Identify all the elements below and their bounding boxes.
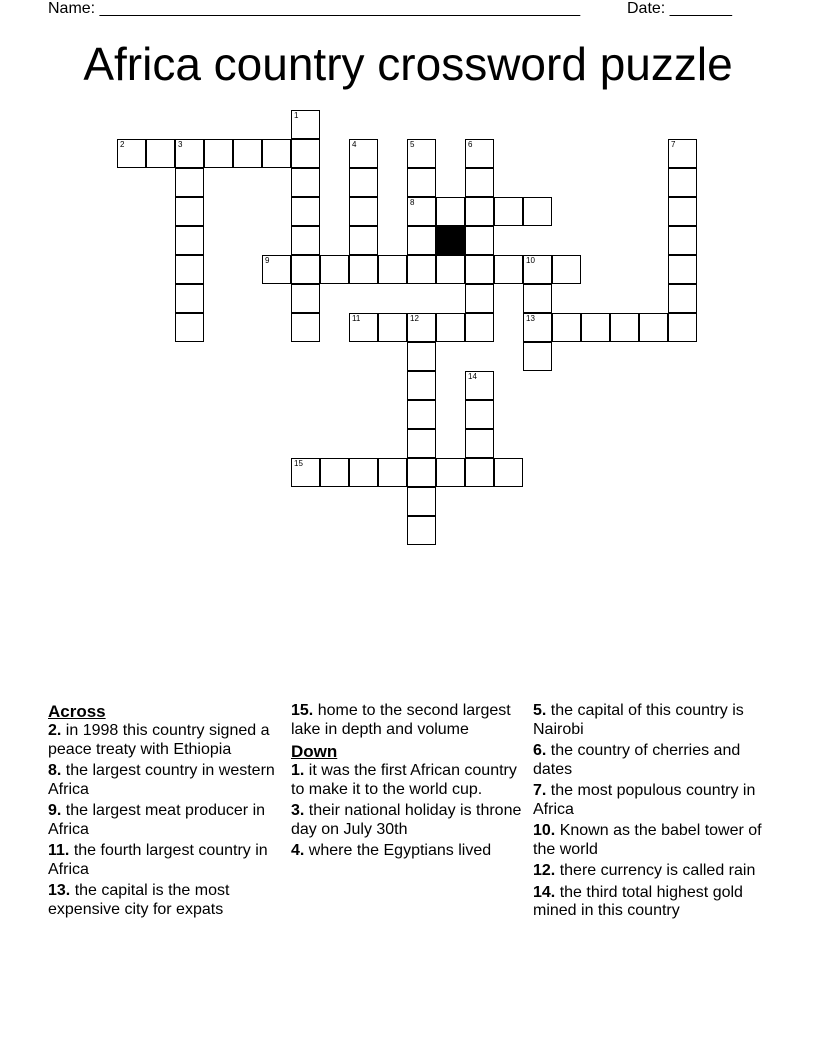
grid-cell[interactable] [291, 110, 320, 139]
grid-cell[interactable] [233, 139, 262, 168]
grid-cell[interactable] [407, 139, 436, 168]
grid-cell-number: 13 [526, 314, 535, 323]
grid-cell[interactable] [291, 284, 320, 313]
clues-column-1 [48, 702, 288, 922]
grid-cell[interactable] [668, 284, 697, 313]
grid-cell[interactable] [465, 400, 494, 429]
grid-cell-number: 8 [410, 198, 415, 207]
grid-cell[interactable] [291, 458, 320, 487]
grid-cell[interactable] [291, 226, 320, 255]
grid-cell[interactable] [204, 139, 233, 168]
grid-cell[interactable] [349, 197, 378, 226]
grid-cell[interactable] [523, 284, 552, 313]
grid-cell[interactable] [378, 458, 407, 487]
grid-cell[interactable] [494, 197, 523, 226]
grid-cell-number: 14 [468, 372, 477, 381]
clue-across-2: 2. in 1998 this country signed a peace treaty with Ethiopia [48, 722, 270, 758]
clue-down-6: 6. the country of cherries and dates [533, 742, 741, 778]
clues-column-3 [533, 702, 773, 924]
grid-cell[interactable] [407, 342, 436, 371]
grid-cell[interactable] [668, 313, 697, 342]
grid-cell[interactable] [436, 313, 465, 342]
clue-across-9: 9. the largest meat producer in Africa [48, 802, 266, 838]
grid-cell[interactable] [436, 458, 465, 487]
grid-cell[interactable] [262, 139, 291, 168]
grid-cell[interactable] [349, 168, 378, 197]
grid-cell-number: 11 [352, 314, 361, 323]
grid-cell[interactable] [523, 197, 552, 226]
grid-cell[interactable] [175, 197, 204, 226]
grid-cell[interactable] [668, 197, 697, 226]
grid-cell[interactable] [349, 313, 378, 342]
clue-across-15: 15. home to the second largest lake in depth and volume [291, 702, 511, 738]
grid-cell[interactable] [407, 226, 436, 255]
grid-cell[interactable] [668, 226, 697, 255]
grid-cell[interactable] [465, 255, 494, 284]
clue-down-5: 5. the capital of this country is Nairobi [533, 702, 744, 738]
clue-across-13: 13. the capital is the most expensive city for expats [48, 882, 230, 918]
clue-down-1: 1. it was the first African country to make it to the world cup. [291, 762, 517, 798]
grid-cell[interactable] [465, 197, 494, 226]
grid-cell[interactable] [668, 255, 697, 284]
grid-cell[interactable] [175, 313, 204, 342]
grid-cell[interactable] [146, 139, 175, 168]
grid-cell[interactable] [291, 168, 320, 197]
grid-cell[interactable] [581, 313, 610, 342]
grid-cell[interactable] [262, 255, 291, 284]
grid-cell[interactable] [320, 458, 349, 487]
grid-cell[interactable] [175, 255, 204, 284]
grid-cell[interactable] [407, 400, 436, 429]
grid-cell-number: 6 [468, 140, 473, 149]
clues-column-2 [291, 702, 531, 864]
grid-cell-number: 5 [410, 140, 415, 149]
clue-down-3: 3. their national holiday is throne day on July 30th [291, 802, 522, 838]
grid-cell[interactable] [378, 313, 407, 342]
clue-across-8: 8. the largest country in western Africa [48, 762, 275, 798]
down-heading: Down [291, 742, 338, 761]
grid-cell[interactable] [668, 139, 697, 168]
clue-down-7: 7. the most populous country in Africa [533, 782, 756, 818]
puzzle-title: Africa country crossword puzzle [83, 38, 733, 90]
grid-cell[interactable] [407, 429, 436, 458]
grid-cell[interactable] [291, 313, 320, 342]
grid-cell-black [436, 226, 465, 255]
grid-cell[interactable] [407, 168, 436, 197]
grid-cell[interactable] [523, 255, 552, 284]
grid-cell[interactable] [320, 255, 349, 284]
name-field-label: Name: ______________________________________________________ [48, 0, 581, 17]
grid-cell-number: 2 [120, 140, 125, 149]
grid-cell[interactable] [639, 313, 668, 342]
grid-cell[interactable] [175, 226, 204, 255]
grid-cell[interactable] [465, 284, 494, 313]
grid-cell-number: 3 [178, 140, 183, 149]
grid-cell[interactable] [117, 139, 146, 168]
clue-across-11: 11. the fourth largest country in Africa [48, 842, 268, 878]
grid-cell[interactable] [175, 284, 204, 313]
grid-cell[interactable] [436, 255, 465, 284]
grid-cell[interactable] [407, 255, 436, 284]
grid-cell-number: 15 [294, 459, 303, 468]
grid-cell[interactable] [552, 255, 581, 284]
clue-down-14: 14. the third total highest gold mined in this country [533, 883, 743, 919]
grid-cell-number: 9 [265, 256, 270, 265]
grid-cell[interactable] [407, 313, 436, 342]
grid-cell[interactable] [494, 255, 523, 284]
grid-cell[interactable] [175, 139, 204, 168]
grid-cell[interactable] [436, 197, 465, 226]
grid-cell[interactable] [407, 487, 436, 516]
grid-cell-number: 12 [410, 314, 419, 323]
date-field-label: Date: _______ [627, 0, 732, 17]
grid-cell[interactable] [349, 226, 378, 255]
grid-cell[interactable] [349, 458, 378, 487]
grid-cell-number: 7 [671, 140, 676, 149]
grid-cell-number: 1 [294, 111, 299, 120]
grid-cell[interactable] [291, 139, 320, 168]
grid-cell[interactable] [668, 168, 697, 197]
grid-cell[interactable] [378, 255, 407, 284]
clue-down-10: 10. Known as the babel tower of the world [533, 822, 762, 858]
grid-cell[interactable] [407, 371, 436, 400]
grid-cell[interactable] [407, 516, 436, 545]
grid-cell[interactable] [465, 139, 494, 168]
grid-cell[interactable] [349, 255, 378, 284]
grid-cell[interactable] [465, 226, 494, 255]
grid-cell[interactable] [291, 197, 320, 226]
across-heading: Across [48, 702, 106, 721]
grid-cell-number: 10 [526, 256, 535, 265]
grid-cell[interactable] [465, 429, 494, 458]
grid-cell[interactable] [465, 313, 494, 342]
grid-cell[interactable] [465, 458, 494, 487]
grid-cell[interactable] [407, 458, 436, 487]
grid-cell[interactable] [291, 255, 320, 284]
grid-cell[interactable] [523, 342, 552, 371]
grid-cell[interactable] [610, 313, 639, 342]
grid-cell[interactable] [494, 458, 523, 487]
clue-down-12: 12. there currency is called rain [533, 862, 756, 879]
grid-cell[interactable] [523, 313, 552, 342]
grid-cell[interactable] [407, 197, 436, 226]
grid-cell[interactable] [465, 168, 494, 197]
clue-down-4: 4. where the Egyptians lived [291, 842, 492, 859]
grid-cell[interactable] [552, 313, 581, 342]
grid-cell[interactable] [465, 371, 494, 400]
grid-cell-number: 4 [352, 140, 357, 149]
grid-cell[interactable] [175, 168, 204, 197]
grid-cell[interactable] [349, 139, 378, 168]
